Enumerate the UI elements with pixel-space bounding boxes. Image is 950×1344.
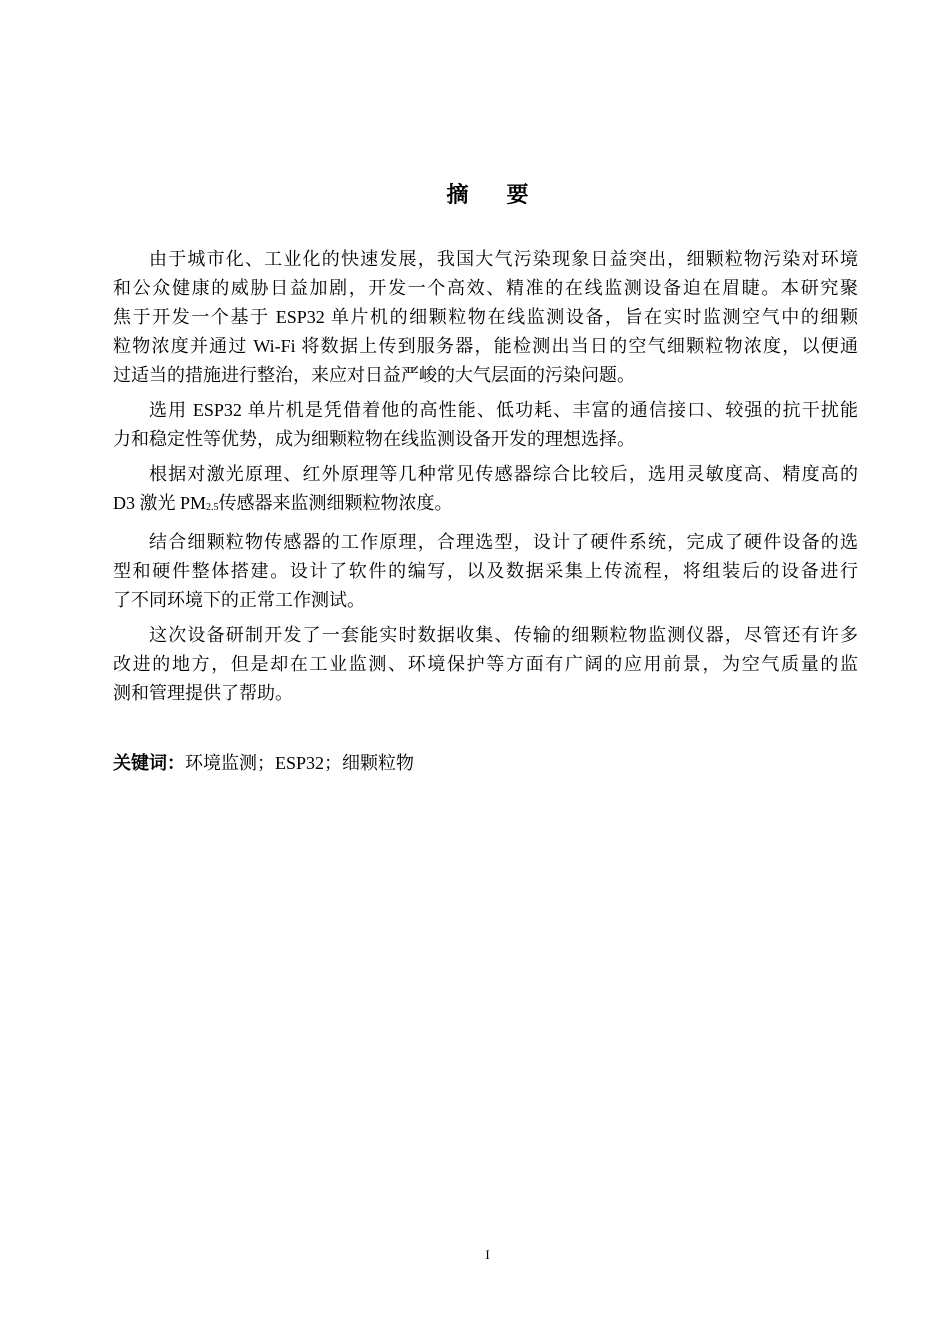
page-number: I bbox=[485, 1247, 490, 1262]
text-line: 力和稳定性等优势，成为细颗粒物在线监测设备开发的理想选择。 bbox=[113, 429, 635, 449]
keywords bbox=[113, 749, 414, 778]
pm-text: D3 激光 PM bbox=[113, 493, 207, 513]
paragraph-2 bbox=[113, 396, 858, 454]
text-line: 测和管理提供了帮助。 bbox=[113, 683, 293, 703]
text-line: 这次设备研制开发了一套能实时数据收集、传输的细颗粒物监测仪器，尽管还有许多 bbox=[149, 625, 858, 645]
text-line: 粒物浓度并通过 Wi-Fi 将数据上传到服务器，能检测出当日的空气细颗粒物浓度，以便通 bbox=[113, 336, 858, 356]
keywords-value: 环境监测；ESP32；细颗粒物 bbox=[185, 753, 415, 773]
text-line: 焦于开发一个基于 ESP32 单片机的细颗粒物在线监测设备，旨在实时监测空气中的细颗 bbox=[113, 307, 858, 327]
text-line: 了不同环境下的正常工作测试。 bbox=[113, 590, 365, 610]
text-line: 改进的地方，但是却在工业监测、环境保护等方面有广阔的应用前景，为空气质量的监 bbox=[113, 654, 858, 674]
text-line: 过适当的措施进行整治，来应对日益严峻的大气层面的污染问题。 bbox=[113, 365, 635, 385]
keywords-label: 关键词： bbox=[113, 753, 185, 773]
title-char: 要 bbox=[506, 183, 529, 208]
text-line: 由于城市化、工业化的快速发展，我国大气污染现象日益突出，细颗粒物污染对环境 bbox=[149, 249, 858, 269]
text-line: 型和硬件整体搭建。设计了软件的编写，以及数据采集上传流程，将组装后的设备进行 bbox=[113, 561, 858, 581]
text-line: 根据对激光原理、红外原理等几种常见传感器综合比较后，选用灵敏度高、精度高的 bbox=[149, 464, 858, 484]
pm-text-after: 传感器来监测细颗粒物浓度。 bbox=[218, 493, 453, 513]
text-line: 和公众健康的威胁日益加剧，开发一个高效、精准的在线监测设备迫在眉睫。本研究聚 bbox=[113, 278, 858, 298]
page-title bbox=[0, 178, 950, 209]
text-line bbox=[113, 489, 858, 522]
paragraph-4 bbox=[113, 528, 858, 615]
text-line: 选用 ESP32 单片机是凭借着他的高性能、低功耗、丰富的通信接口、较强的抗干扰能 bbox=[149, 400, 858, 420]
pm-subscript: 2.5 bbox=[206, 502, 219, 513]
paragraph-1 bbox=[113, 245, 858, 390]
paragraph-3 bbox=[113, 460, 858, 522]
title-char: 摘 bbox=[446, 183, 469, 208]
paragraph-5 bbox=[113, 621, 858, 708]
abstract-body bbox=[113, 245, 858, 714]
text-line: 结合细颗粒物传感器的工作原理，合理选型，设计了硬件系统，完成了硬件设备的选 bbox=[149, 532, 858, 552]
